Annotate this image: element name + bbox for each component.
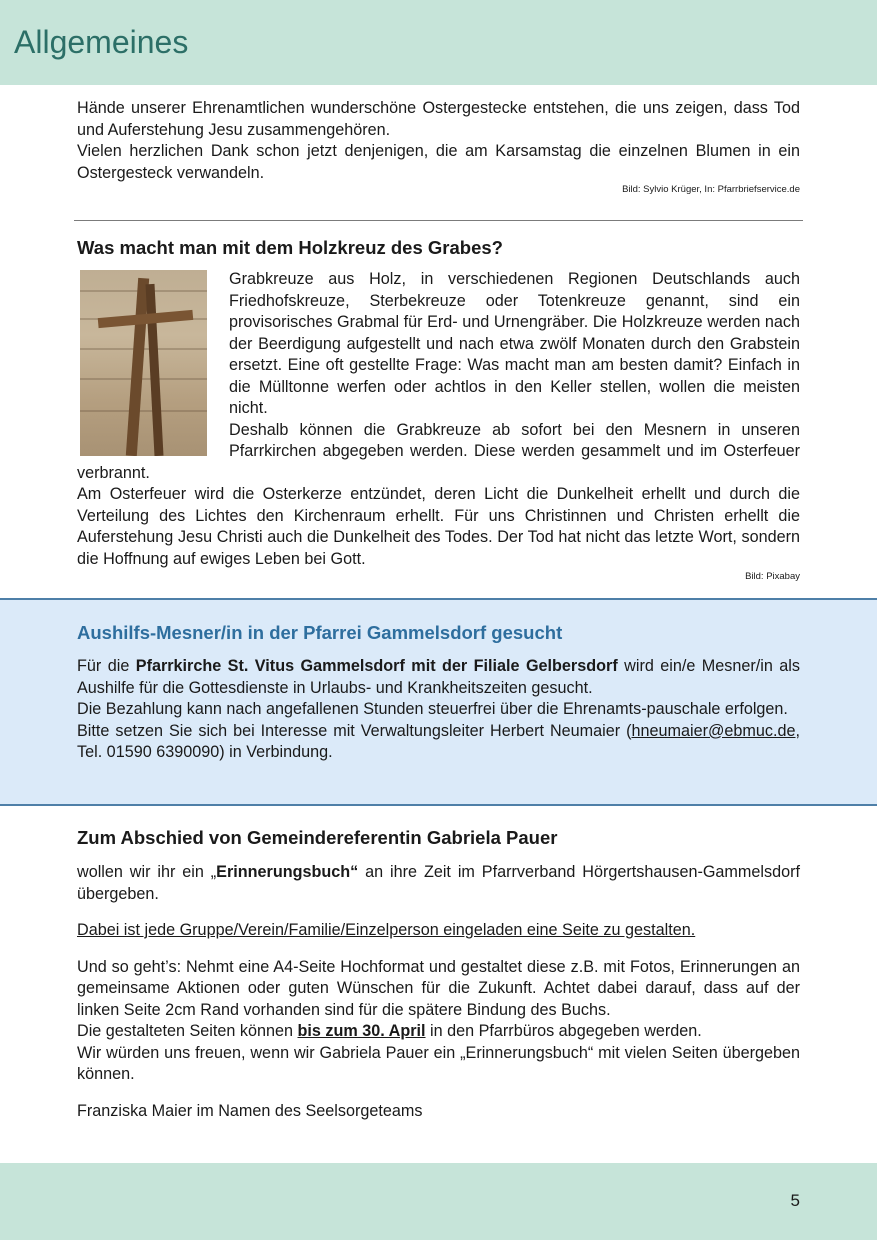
page-number: 5 [790,1191,800,1210]
page-footer [0,1163,877,1240]
holzkreuz-paragraph-3: Am Osterfeuer wird die Osterkerze entzündet, deren Licht die Dunkelheit erhellt und durch die Verteilung des Lichtes den Kirchenraum erhellt. Für uns Christinnen und Christen erhellt die Auferstehung Jesu Christi auch die Dunkelheit des Todes. Der Tod hat nicht das letzte Wort, sondern die Hoffnung auf ewiges Leben bei Gott. [77,485,800,568]
abschied-paragraph-5: Wir würden uns freuen, wenn wir Gabriela Pauer ein „Erinnerungsbuch“ mit vielen Seiten übergeben können. [77,1043,800,1083]
mesner-church-name: Pfarrkirche St. Vitus Gammelsdorf mit der Filiale Gelbersdorf [135,657,618,675]
abschied-invitation: Dabei ist jede Gruppe/Verein/Familie/Einzelperson eingeladen eine Seite zu gestalten. [77,921,696,939]
deadline: bis zum 30. April [297,1022,426,1040]
mesner-paragraph-1: Für die Pfarrkirche St. Vitus Gammelsdorf mit der Filiale Gelbersdorf wird ein/e Mesner/in als Aushilfe für die Gottesdienste in Urlaubs- und Krankheitszeiten gesucht. [77,657,801,697]
holzkreuz-section [77,236,800,583]
abschied-paragraph-3: Und so geht’s: Nehmt eine A4-Seite Hochformat und gestaltet diese z.B. mit Fotos, Erinnerungen an gemeinsame Aktionen oder guten Wünschen für die Zukunft. Achtet dabei darauf, dass auf der linken Seite 2cm Rand vorhanden sind für die spätere Bindung des Buchs. [77,957,800,1019]
mesner-heading: Aushilfs-Mesner/in in der Pfarrei Gammelsdorf gesucht [77,622,563,643]
page-title: Allgemeines [14,24,189,60]
page-header [0,0,877,85]
mesner-paragraph-3: Bitte setzen Sie sich bei Interesse mit Verwaltungsleiter Herbert Neumaier (hneumaier@ebmuc.de, Tel. 01590 6390090) in Verbindung. [77,721,800,761]
abschied-section [77,826,800,1122]
intro-image-credit: Bild: Sylvio Krüger, In: Pfarrbriefservice.de [622,184,800,195]
abschied-signature: Franziska Maier im Namen des Seelsorgeteams [77,1101,423,1120]
mesner-paragraph-2: Die Bezahlung kann nach angefallenen Stunden steuerfrei über die Ehrenamts-pauschale erfolgen. [77,700,788,718]
email-link[interactable]: hneumaier@ebmuc.de, [631,721,800,740]
holzkreuz-paragraph-1: Grabkreuze aus Holz, in verschiedenen Regionen Deutschlands auch Friedhofskreuze, Sterbekreuze oder Totenkreuze genannt, sind ein provisorisches Grabmal für Erd- und Urnengräber. Die Holzkreuze werden nach der Beerdigung aufgestellt und nach etwa zwölf Monaten durch den Grabstein ersetzt. Eine oft gestellte Frage: Was macht man am besten damit? Einfach in die Mülltonne werfen oder achtlos in den Keller stellen, wollen die meisten nicht. [229,270,800,417]
abschied-paragraph-4: Die gestalteten Seiten können bis zum 30. April in den Pfarrbüros abgegeben werden. [77,1022,702,1040]
intro-paragraph-2: Vielen herzlichen Dank schon jetzt denjenigen, die am Karsamstag die einzelnen Blumen in ein Ostergesteck verwandeln. [77,142,800,182]
abschied-heading: Zum Abschied von Gemeindereferentin Gabriela Pauer [77,827,558,848]
intro-section [77,98,800,196]
mesner-notice-box [0,598,877,806]
holzkreuz-heading: Was macht man mit dem Holzkreuz des Grabes? [77,237,503,258]
holzkreuz-image-credit: Bild: Pixabay [745,571,800,582]
intro-paragraph-1: Hände unserer Ehrenamtlichen wunderschöne Ostergestecke entstehen, die uns zeigen, dass Tod und Auferstehung Jesu zusammengehören. [77,99,800,139]
wooden-cross-image [80,270,207,456]
holzkreuz-paragraph-2: Deshalb können die Grabkreuze ab sofort bei den Mesnern in unseren Pfarrkirchen abgegeben werden. Diese werden gesammelt und im Osterfeuer verbrannt. [77,420,800,482]
section-divider [74,220,803,221]
abschied-paragraph-1: wollen wir ihr ein „Erinnerungsbuch“ an ihre Zeit im Pfarrverband Hörgertshausen-Gammelsdorf übergeben. [77,863,800,903]
